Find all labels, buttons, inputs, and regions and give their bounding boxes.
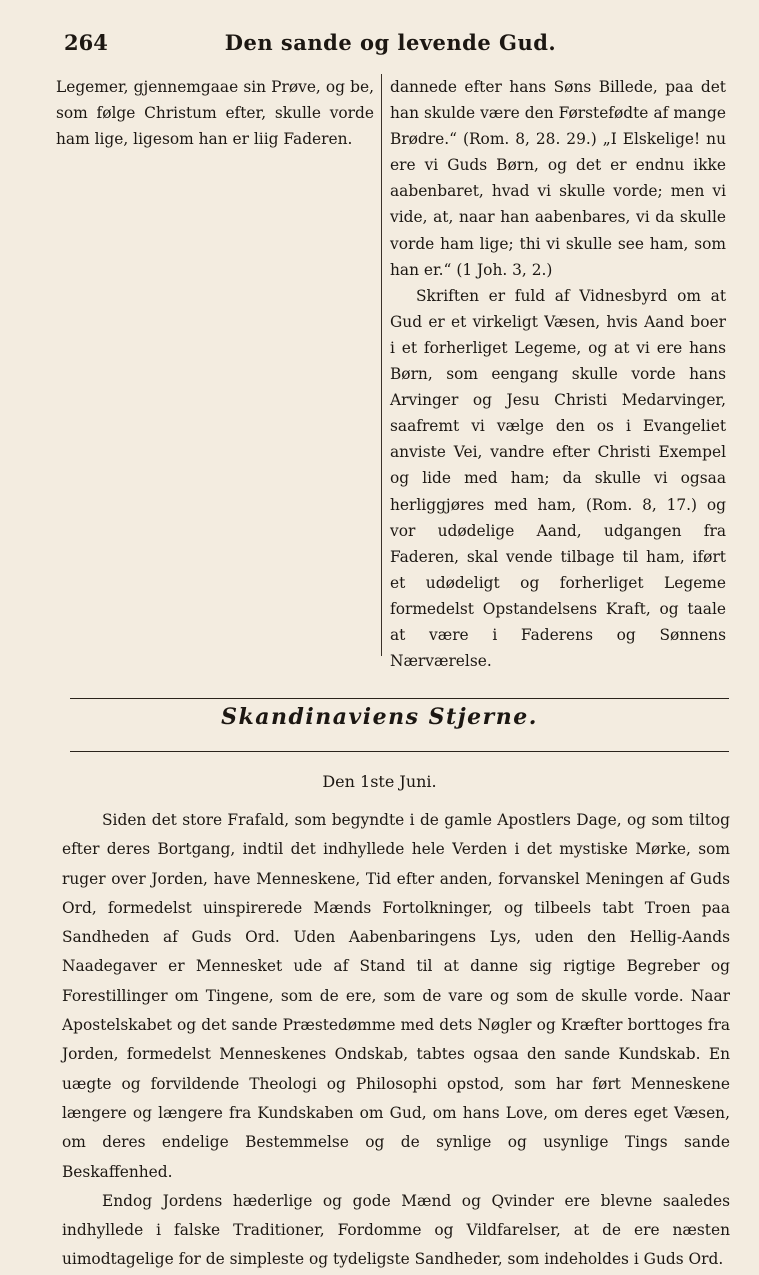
page-number: 264 <box>64 30 108 55</box>
column-divider <box>381 74 382 656</box>
masthead-rule-top <box>70 698 729 699</box>
article-paragraph: Endog Jordens hæderlige og gode Mænd og Qvinder ere blevne saaledes indhyllede i falske Traditioner, Fordomme og Vildfarelser, at de ere næsten uimodtagelige for de simpleste og tydeligste Sandheder, som indeholdes i Guds Ord. <box>62 1191 730 1269</box>
dateline: Den 1ste Juni. <box>322 772 437 791</box>
page-header <box>62 30 719 60</box>
running-title: Den sande og levende Gud. <box>224 30 557 55</box>
two-column-text <box>56 74 726 671</box>
article-paragraph: Siden det store Frafald, som begyndte i de gamle Apostlers Dage, og som tiltog efter deres Bortgang, indtil det indhyllede hele Verden i det mystiske Mørke, som ruger over Jorden, have Menneskene, Tid efter anden, forvanskel Meningen af Guds Ord, formedelst uinspirerede Mænds Fortolkninger, og tilbeels tabt Troen paa Sandheden af Guds Ord. Uden Aabenbaringens Lys, uden den Hellig-Aands Naadegaver er Mennesket ude af Stand til at danne sig rigtige Begreber og Forestillinger om Tingene, som de ere, som de vare og som de skulle vorde. Naar Apostelskabet og det sande Præstedømme med dets Nøgler og Kræfter borttoges fra Jorden, formedelst Menneskenes Ondskab, tabtes ogsaa den sande Kundskab. En uægte og forvildende Theologi og Philosophi opstod, som har ført Menneskene længere og længere fra Kundskaben om Gud, om hans Love, om deres eget Væsen, om deres endelige Bestemmelse og de synlige og usynlige Tings sande Beskaffenhed. <box>62 811 730 1181</box>
article-body <box>62 806 730 1275</box>
right-column <box>390 74 726 674</box>
right-paragraph: Skriften er fuld af Vidnesbyrd om at Gud er et virkeligt Væsen, hvis Aand boer i et forherliget Legeme, og at vi ere hans Børn, som eengang skulle vorde hans Arvinger og Jesu Christi Medarvinger, saafremt vi vælge den os i Evangeliet anviste Vei, vandre efter Christi Exempel og lide med ham; da skulle vi ogsaa herliggjøres med ham, (Rom. 8, 17.) og vor udødelige Aand, udgangen fra Faderen, skal vende tilbage til ham, iført et udødeligt og forherliget Legeme formedelst Opstandelsens Kraft, og taale at være i Faderens og Sønnens Nærværelse. <box>390 286 726 671</box>
masthead-title: Skandinaviens Stjerne. <box>221 704 538 730</box>
masthead-rule-bottom <box>70 751 729 752</box>
left-column <box>56 74 374 152</box>
left-paragraph: Legemer, gjennemgaae sin Prøve, og be, som følge Christum efter, skulle vorde ham lige, ligesom han er liig Faderen. <box>56 78 374 149</box>
right-paragraph: dannede efter hans Søns Billede, paa det han skulde være den Førstefødte af mange Brødre.“ (Rom. 8, 28. 29.) „I Elskelige! nu ere vi Guds Børn, og det er endnu ikke aabenbaret, hvad vi skulle vorde; men vi vide, at, naar han aabenbares, vi da skulle vorde ham lige; thi vi skulle see ham, som han er.“ (1 Joh. 3, 2.) <box>390 78 726 279</box>
